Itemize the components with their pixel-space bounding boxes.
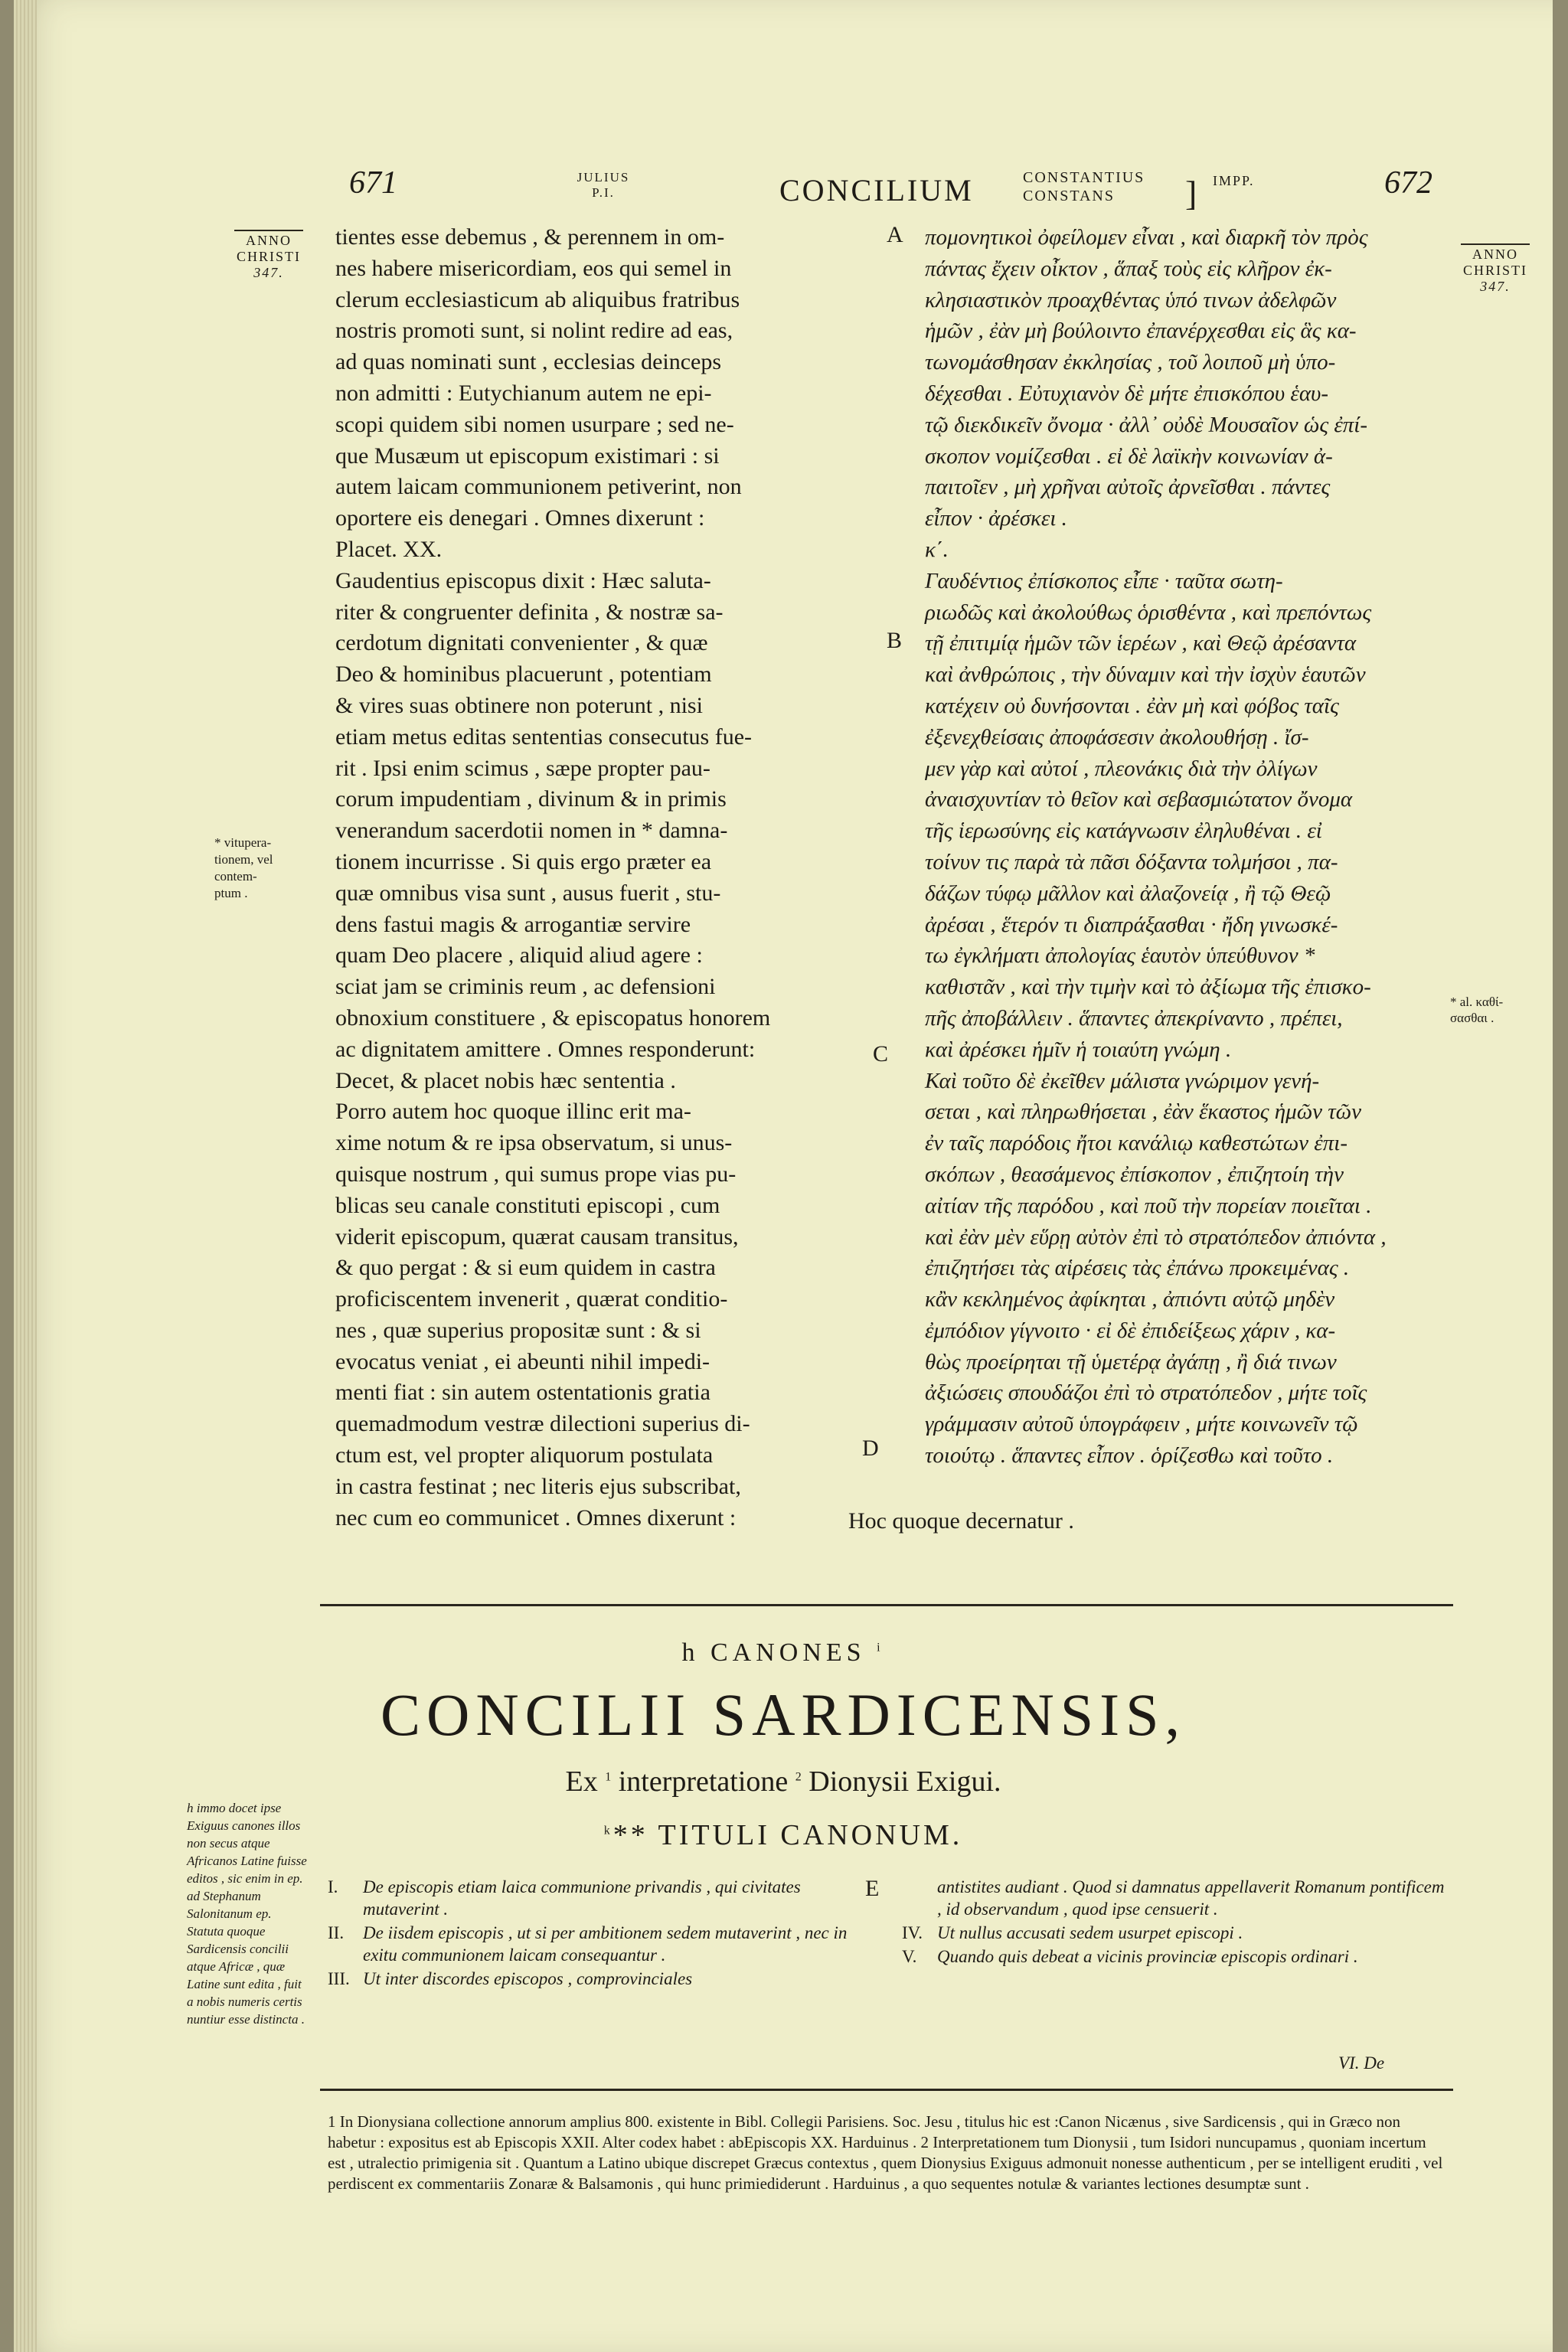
greek-text-line: ἐν ταῖς παρόδοις ἤτοι κανάλιῳ καθεστώτων ἐπι- <box>925 1131 1348 1156</box>
running-title: CONCILIUM <box>779 173 974 207</box>
canon-title-item <box>902 1876 1446 1920</box>
latin-text-line: nostris promoti sunt, si nolint redire ad eas, <box>335 318 733 344</box>
book-page <box>14 0 1553 2352</box>
canon-text: De episcopis etiam laica communione privandis , qui civitates mutaverint . <box>363 1877 801 1919</box>
latin-text-line: sciat jam se criminis reum , ac defensioni <box>335 974 716 1000</box>
latin-text-line: ctum est, vel propter aliquorum postulata <box>335 1442 714 1468</box>
page-edge <box>14 0 37 2352</box>
canon-number <box>902 1876 937 1920</box>
pope-label: JULIUS P.I. <box>577 170 630 200</box>
latin-text-line: & quo pergat : & si eum quidem in castra <box>335 1255 716 1281</box>
greek-text-line: ἀρέσαι , ἕτερόν τι διαπράξασθαι · ἤδη γινωσκέ- <box>925 912 1338 937</box>
tituli-canonum-heading: $^k$** TITULI CANONUM. <box>603 1819 963 1851</box>
greek-text-line: τω ἐγκλήματι ἀπολογίας ἑαυτὸν ὑπεύθυνον * <box>925 943 1315 969</box>
latin-text-line: nes , quæ superius propositæ sunt : & si <box>335 1317 701 1343</box>
canon-number: II. <box>328 1923 345 1942</box>
latin-text-line: riter & congruenter definita , & nostræ sa- <box>335 599 724 625</box>
latin-text-line: Placet. XX. <box>335 536 443 562</box>
canon-number: IV. <box>902 1923 923 1942</box>
anno-christi-right: ANNO CHRISTI 347. <box>1461 243 1530 295</box>
greek-text-line: κ΄. <box>925 537 949 562</box>
section-letter-c: C <box>873 1041 889 1067</box>
greek-text-line: σεται , καὶ πληρωθήσεται , ἐὰν ἕκαστος ἡμῶν τῶν <box>925 1099 1362 1125</box>
greek-text-line: ἀναισχυντίαν τὸ θεῖον καὶ σεβασμιώτατον ὄνομα <box>925 787 1353 812</box>
greek-text-line: καθιστᾶν , καὶ τὴν τιμὴν καὶ τὸ ἀξίωμα τῆς ἐπισκο- <box>925 975 1371 1000</box>
margin-note-kathisasthai: * al. καθί- σασθαι . <box>1450 995 1504 1025</box>
latin-text-line: corum impudentiam , divinum & in primis <box>335 786 727 812</box>
section-letter-e: E <box>865 1876 880 1901</box>
latin-text-line: tionem incurrisse . Si quis ergo præter ea <box>335 848 712 874</box>
canon-text: Quando quis debeat a vicinis provinciæ episcopis ordinari . <box>937 1947 1358 1966</box>
latin-text-line: quæ omnibus visa sunt , ausus fuerit , stu- <box>335 880 721 906</box>
emperors-label: CONSTANTIUS CONSTANS <box>1023 169 1145 204</box>
greek-text-line: τῇ ἐπιτιμίᾳ ἡμῶν τῶν ἱερέων , καὶ Θεῷ ἀρέσαντα <box>925 631 1357 656</box>
greek-text-line: τῆς ἱερωσύνης εἰς κατάγνωσιν ἐληλυθέναι . εἰ <box>925 818 1322 844</box>
latin-text-line: quisque nostrum , qui sumus prope vias pu- <box>335 1161 737 1187</box>
canon-text: Ut nullus accusati sedem usurpet episcopi . <box>937 1923 1243 1942</box>
latin-text-line: etiam metus editas sententias consecutus fue- <box>335 724 752 750</box>
latin-text-line: obnoxium constituere , & episcopatus honorem <box>335 1004 771 1031</box>
greek-text-line: παιτοῖεν , μὴ χρῆναι αὐτοῖς ἀρνεῖσθαι . πάντες <box>925 475 1331 500</box>
latin-text-line: ac dignitatem amittere . Omnes responderunt: <box>335 1036 756 1062</box>
footnote-line: Episcopis XX. Harduinus . 2 Interpretationem tum Dionysii , tum Isidori nuncupamus , quoniam incertum est , utra <box>328 2133 1426 2172</box>
canon-text: Ut inter discordes episcopos , comprovinciales <box>363 1969 693 1988</box>
canon-number: V. <box>902 1947 917 1966</box>
latin-text-line: viderit episcopum, quærat causam transitus, <box>335 1223 739 1250</box>
latin-text-line: proficiscentem invenerit , quærat conditio- <box>335 1286 728 1312</box>
greek-text-line: πῆς ἀποβάλλειν . ἅπαντες ἀπεκρίναντο , πρέπει, <box>925 1005 1343 1031</box>
latin-text-line: in castra festinat ; nec literis ejus subscribat, <box>335 1473 741 1499</box>
greek-text-line: θὼς προείρηται τῇ ὑμετέρᾳ ἀγάπῃ , ἢ διά τινων <box>925 1349 1337 1374</box>
canon-number: III. <box>328 1969 350 1988</box>
canon-text: antistites audiant . Quod si damnatus appellaverit Romanum pontificem , id observandum , quod ipse censuerit . <box>937 1877 1445 1919</box>
greek-text-line: τῷ διεκδικεῖν ὄνομα · ἀλλ᾽ οὐδὲ Μουσαῖον ὡς ἐπί- <box>925 412 1368 437</box>
side-note-exiguus: h immo docet ipse Exiguus canones illos non secus atque Africanos Latine fuisse editos , sic enim in ep. ad Stephanum Salonitanum ep. Statuta quoque Sardicensis concilii atque Africæ , quæ Latine sunt edita , fuit a nobis numeris certis nuntiur esse distincta . <box>187 1801 307 2027</box>
latin-column <box>335 222 871 1534</box>
footnote-line: 1 In Dionysiana collectione annorum amplius 800. existente in Bibl. Collegii Parisiens. Soc. Jesu , titulus hic est : <box>328 2112 1059 2131</box>
latin-text-line: oportere eis denegari . Omnes dixerunt : <box>335 505 705 531</box>
footnote-line: lectio primigenia sit . Quantum a Latino ubique discrepet Græcus contextus , quem Dionysius Exiguus admonuit non <box>382 2154 1136 2172</box>
section-letter-a: A <box>887 222 903 247</box>
greek-text-line: ἀξιώσεις σπουδάζοι ἐπὶ τὸ στρατόπεδον , μήτε τοῖς <box>925 1380 1367 1406</box>
anno-christi-left: ANNO CHRISTI 347. <box>234 230 303 281</box>
canon-title-item <box>328 1922 856 1966</box>
left-page-number: 671 <box>349 165 397 201</box>
latin-text-line: & vires suas obtinere non poterunt , nisi <box>335 692 703 718</box>
latin-text-line: quemadmodum vestræ dilectioni superius di- <box>335 1411 750 1437</box>
greek-text-line: καὶ ἀνθρώποις , τὴν δύναμιν καὶ τὴν ἰσχὺν ἑαυτῶν <box>925 662 1366 688</box>
footnote-line: Canon Nicænus , sive Sardicensis , qui in Græco non habetur : expositus est ab Episcopis XXII. Alter codex habet : ab <box>328 2112 1401 2151</box>
greek-column <box>925 222 1446 1472</box>
canon-number: I. <box>328 1877 338 1896</box>
canon-text: De iisdem episcopis , ut si per ambitionem sedem mutaverint , nec in exitu communionem laicam consequantur . <box>363 1923 848 1965</box>
greek-text-line: δάζων τύφῳ μᾶλλον καὶ ἀλαζονείᾳ , ἢ τῷ Θεῷ <box>925 880 1331 906</box>
canon-title-item <box>902 1945 1446 1968</box>
latin-text-line: nec cum eo communicet . Omnes dixerunt : <box>335 1504 737 1530</box>
latin-text-line: clerum ecclesiasticum ab aliquibus fratribus <box>335 286 740 312</box>
footnotes <box>328 2112 1446 2194</box>
latin-text-line: venerandum sacerdotii nomen in * damna- <box>335 818 728 844</box>
latin-text-line: tientes esse debemus , & perennem in om- <box>335 224 725 250</box>
canon-title-item <box>902 1922 1446 1944</box>
greek-text-line: πομονητικοὶ ὀφείλομεν εἶναι , καὶ διαρκῆ τὸν πρὸς <box>925 225 1368 250</box>
footnote-line: ediderunt . Harduinus , a quo sequentes notulæ & variantes lectiones desumptæ sunt . <box>760 2174 1309 2193</box>
footnote-line: esse authenticum , per se intelligent eruditi , vel perdiscent ex commentariis Zonaræ & Balsamonis , qui hunc primi <box>328 2154 1443 2193</box>
greek-text-line: ἐπιζητήσει τὰς αἱρέσεις τὰς ἐπάνω προκειμένας . <box>925 1256 1350 1281</box>
greek-text-line: τωνομάσθησαν ἐκκλησίας , τοῦ λοιποῦ μὴ ὑπο- <box>925 350 1336 375</box>
interpretatione-line: Ex $^1$ interpretatione $^2$ Dionysii Exigui. <box>565 1766 1001 1798</box>
concilii-sardicensis-heading: CONCILII SARDICENSIS, <box>380 1681 1187 1748</box>
greek-text-line: μεν γὰρ καὶ αὐτοί , πλεονάκις διὰ τὴν ὀλίγων <box>925 756 1318 781</box>
greek-text-line: σκόπων , θεασάμενος ἐπίσκοπον , ἐπιζητοίη τὴν <box>925 1161 1344 1187</box>
greek-text-line: πάντας ἔχειν οἶκτον , ἅπαξ τοὺς εἰς κλῆρον ἐκ- <box>925 256 1332 281</box>
latin-text-line: scopi quidem sibi nomen usurpare ; sed ne- <box>335 411 734 437</box>
greek-text-line: δέχεσθαι . Εὐτυχιανὸν δὲ μήτε ἐπισκόπου ἑαυ- <box>925 381 1329 406</box>
greek-text-line: καὶ ἀρέσκει ἡμῖν ἡ τοιαύτη γνώμη . <box>925 1037 1232 1062</box>
canon-title-item <box>328 1876 856 1920</box>
latin-text-line: evocatus veniat , ei abeunti nihil impedi- <box>335 1348 710 1374</box>
greek-text-line: εἶπον · ἀρέσκει . <box>925 506 1067 531</box>
right-page-number: 672 <box>1384 165 1432 201</box>
latin-text-line: autem laicam communionem petiverint, non <box>335 474 742 500</box>
margin-note-vituperationem: * vitupera- tionem, vel contem- ptum . <box>214 835 273 900</box>
latin-text-line: menti fiat : sin autem ostentationis gratia <box>335 1380 710 1406</box>
latin-text-line: Porro autem hoc quoque illinc erit ma- <box>335 1099 691 1125</box>
latin-text-line: Deo & hominibus placuerunt , potentiam <box>335 662 712 688</box>
latin-text-line: nes habere misericordiam, eos qui semel in <box>335 255 732 281</box>
footnote-rule <box>320 2089 1453 2091</box>
greek-text-line: σκοπον νομίζεσθαι . εἰ δὲ λαϊκὴν κοινωνίαν ἀ- <box>925 443 1333 469</box>
greek-text-line: ἐξενεχθείσαις ἀποφάσεσιν ἀκολουθήσῃ . ἴσ- <box>925 724 1309 750</box>
canones-label: h CANONES $^i$ <box>681 1638 885 1667</box>
greek-text-line: τοίνυν τις παρὰ τὰ πᾶσι δόξαντα τολμήσοι , πα- <box>925 849 1338 874</box>
canons-left-list <box>328 1876 856 1991</box>
latin-text-line: ad quas nominati sunt , ecclesias deinceps <box>335 349 722 375</box>
canon-title-item <box>328 1968 856 1990</box>
closing-line: Hoc quoque decernatur . <box>848 1508 1074 1534</box>
latin-text-line: dens fastui magis & arrogantiæ servire <box>335 911 691 937</box>
section-letter-b: B <box>887 628 903 653</box>
section-letter-d: D <box>862 1436 879 1461</box>
greek-text-line: καὶ ἐὰν μὲν εὕρῃ αὐτὸν ἐπὶ τὸ στρατόπεδον ἀπιόντα , <box>925 1224 1387 1250</box>
greek-text-line: αἰτίαν τῆς παρόδου , καὶ ποῦ τὴν πορείαν ποιεῖται . <box>925 1193 1372 1218</box>
latin-text-line: blicas seu canale constituti episcopi , cum <box>335 1192 720 1218</box>
latin-text-line: quam Deo placere , aliquid aliud agere : <box>335 942 703 969</box>
greek-text-line: ριωδῶς καὶ ἀκολούθως ὁρισθέντα , καὶ πρεπόντως <box>925 599 1372 625</box>
latin-text-line: xime notum & re ipsa observatum, si unus- <box>335 1130 733 1156</box>
greek-text-line: κἂν κεκλημένος ἀφίκηται , ἀπιόντι αὐτῷ μηδὲν <box>925 1287 1335 1312</box>
greek-text-line: κατέχειν οὐ δυνήσονται . ἐὰν μὴ καὶ φόβος ταῖς <box>925 693 1339 718</box>
canons-right-list <box>902 1876 1446 1969</box>
impp-label: IMPP. <box>1213 173 1255 188</box>
bracket-glyph: ] <box>1185 174 1197 213</box>
greek-text-line: ἡμῶν , ἐὰν μὴ βούλοιντο ἐπανέρχεσθαι εἰς ἃς κα- <box>925 318 1357 344</box>
latin-text-line: cerdotum dignitati convenienter , & quæ <box>335 630 708 656</box>
greek-text-line: Καὶ τοῦτο δὲ ἐκεῖθεν μάλιστα γνώριμον γενή- <box>925 1068 1320 1093</box>
greek-text-line: κλησιαστικὸν προαχθέντας ὑπό τινων ἀδελφῶν <box>925 287 1337 312</box>
greek-text-line: Γαυδέντιος ἐπίσκοπος εἶπε · ταῦτα σωτη- <box>925 568 1283 593</box>
latin-text-line: que Musæum ut episcopum existimari : si <box>335 443 720 469</box>
latin-text-line: Decet, & placet nobis hæc sententia . <box>335 1067 676 1093</box>
latin-text-line: non admitti : Eutychianum autem ne epi- <box>335 380 712 406</box>
section-rule <box>320 1604 1453 1606</box>
greek-text-line: ἐμπόδιον γίγνοιτο · εἰ δὲ ἐπιδείξεως χάριν , κα- <box>925 1318 1336 1343</box>
greek-text-line: γράμμασιν αὐτοῦ ὑπογράφειν , μήτε κοινωνεῖν τῷ <box>925 1412 1358 1437</box>
catchword: VI. De <box>1338 2053 1385 2073</box>
latin-text-line: Gaudentius episcopus dixit : Hæc saluta- <box>335 567 711 593</box>
greek-text-line: τοιούτῳ . ἅπαντες εἶπον . ὁρίζεσθω καὶ τοῦτο . <box>925 1443 1334 1468</box>
latin-text-line: rit . Ipsi enim scimus , sæpe propter pau- <box>335 755 710 781</box>
